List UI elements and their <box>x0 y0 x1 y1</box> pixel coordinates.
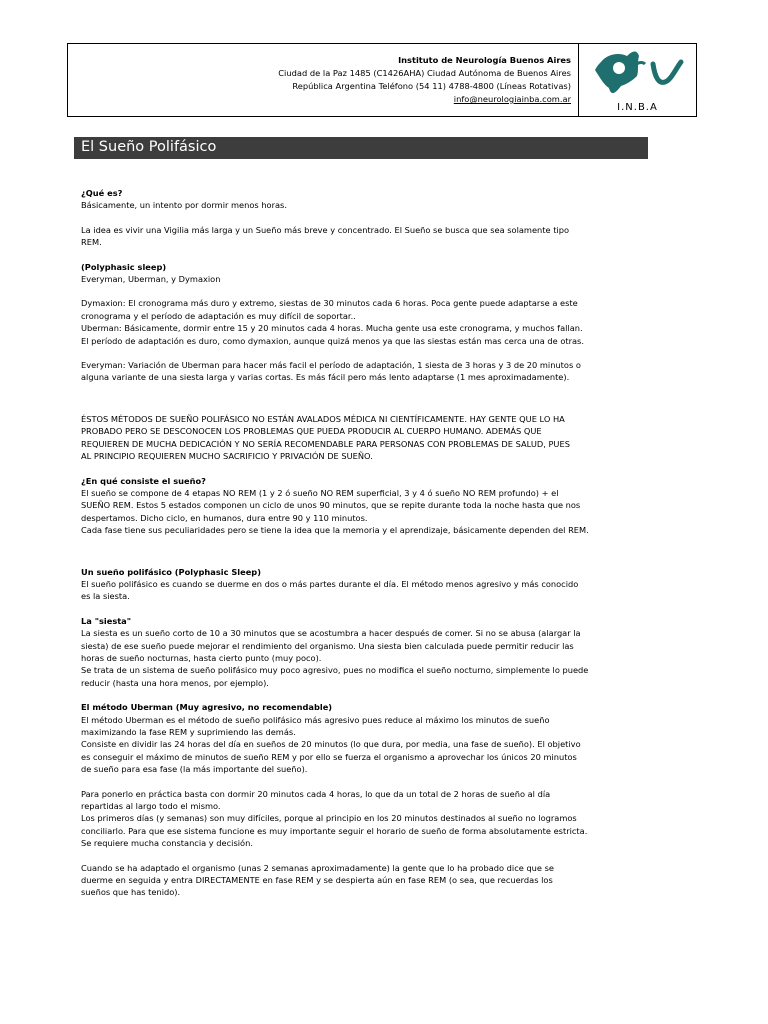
paragraph-line: El período de adaptación es duro, como dymaxion, aunque quizá menos ya que las siestas están mas cerca una de otras. <box>81 335 584 346</box>
paragraph-line: El sueño polifásico es cuando se duerme en dos o más partes durante el día. El método menos agresivo y más conocido <box>81 578 579 589</box>
paragraph-line: es la siesta. <box>81 591 130 602</box>
heading-metodo-uberman: El método Uberman (Muy agresivo, no recomendable) <box>81 702 333 713</box>
page-title: El Sueño Polifásico <box>81 139 217 155</box>
paragraph-line: El método Uberman es el método de sueño polifásico más agresivo pues reduce al máximo los minutos de sueño <box>81 714 550 725</box>
paragraph-line: Consiste en dividir las 24 horas del día en sueños de 20 minutos (lo que dura, por media, una fase de sueño). El objetivo <box>81 739 581 750</box>
document-body <box>81 187 653 899</box>
paragraph-line: Para ponerlo en práctica basta con dormir 20 minutos cada 4 horas, lo que da un total de 2 horas de sueño al día <box>81 788 551 799</box>
logo-text: I.N.B.A <box>617 102 658 113</box>
paragraph-line: maximizando la fase REM y suprimiendo las demás. <box>81 727 296 737</box>
paragraph-line: horas de sueño nocturnas, hasta cierto punto (muy poco). <box>81 652 322 663</box>
heading-polyphasic-sleep: (Polyphasic sleep) <box>81 261 167 272</box>
paragraph-line: Se trata de un sistema de sueño polifásico muy poco agresivo, pues no modifica el sueño nocturno, simplemente lo puede <box>81 665 589 676</box>
paragraph-line: Everyman: Variación de Uberman para hacer más facil el período de adaptación, 1 siesta de 3 horas y 3 de 20 minutos o <box>81 360 581 371</box>
paragraph-line: REM. <box>81 237 102 248</box>
paragraph-line: siesta) de ese sueño puede mejorar el rendimiento del organismo. Una siesta bien calculada puede permitir reducir las <box>81 640 574 651</box>
warning-line: ÉSTOS MÉTODOS DE SUEÑO POLIFÁSICO NO ESTÁN AVALADOS MÉDICA NI CIENTÍFICAMENTE. HAY GENTE QUE LO HA <box>81 413 565 424</box>
paragraph-line: Cuando se ha adaptado el organismo (unas 2 semanas aproximadamente) la gente que lo ha probado dice que se <box>81 862 554 873</box>
title-bar <box>74 137 648 159</box>
warning-line: AL PRINCIPIO REQUIEREN MUCHO SACRIFICIO Y PRIVACIÓN DE SUEÑO. <box>81 451 373 462</box>
paragraph-line: es conseguir el máximo de minutos de sueño REM y por ello se fuerza el organismo a aprovechar los únicos 20 minutos <box>81 751 577 762</box>
letterhead-text <box>278 54 571 106</box>
inba-logo-icon <box>593 48 685 98</box>
logo-cell <box>578 44 696 116</box>
paragraph-line: Básicamente, un intento por dormir menos horas. <box>81 200 287 211</box>
paragraph-line: duerme en seguida y entra DIRECTAMENTE en fase REM y se despierta aún en fase REM (o sea, que recuerdas los <box>81 875 553 886</box>
paragraph-line: despertamos. Dicho ciclo, en humanos, dura entre 90 y 110 minutos. <box>81 512 368 523</box>
email-link[interactable]: info@neurologiainba.com.ar <box>453 94 571 104</box>
paragraph-line: de sueño para esa fase (la más importante del sueño). <box>81 764 308 775</box>
paragraph-line: sueños que has tenido). <box>81 887 181 898</box>
paragraph-line: repartidas al largo todo el mismo. <box>81 801 221 812</box>
letterhead <box>67 43 697 117</box>
paragraph-line: El sueño se compone de 4 etapas NO REM (1 y 2 ó sueño NO REM superficial, 3 y 4 ó sueño NO REM profundo) + el <box>81 487 559 498</box>
heading-que-es: ¿Qué es? <box>81 188 123 198</box>
paragraph-line: Uberman: Básicamente, dormir entre 15 y 20 minutos cada 4 horas. Mucha gente usa este cronograma, y muchos fallan. <box>81 323 583 334</box>
paragraph-line: La siesta es un sueño corto de 10 a 30 minutos que se acostumbra a hacer después de comer. Si no se abusa (alargar la <box>81 628 581 639</box>
paragraph-line: cronograma y el período de adaptación es muy difícil de soportar.. <box>81 310 356 321</box>
paragraph-line: conciliarlo. Para que ese sistema funcione es muy importante seguir el horario de sueño de forma absolutamente estricta. <box>81 825 588 836</box>
paragraph-line: Dymaxion: El cronograma más duro y extremo, siestas de 30 minutos cada 6 horas. Poca gente puede adaptarse a este <box>81 298 578 309</box>
paragraph-line: Cada fase tiene sus peculiaridades pero se tiene la idea que la memoria y el aprendizaje, básicamente dependen del REM. <box>81 525 589 536</box>
phone-line: República Argentina Teléfono (54 11) 4788-4800 (Líneas Rotativas) <box>292 81 571 91</box>
paragraph-line: Se requiere mucha constancia y decisión. <box>81 838 253 849</box>
paragraph-line: SUEÑO REM. Estos 5 estados componen un ciclo de unos 90 minutos, que se repite durante toda la noche hasta que nos <box>81 500 581 511</box>
heading-un-sueno-polifasico: Un sueño polifásico (Polyphasic Sleep) <box>81 566 261 577</box>
address-line: Ciudad de la Paz 1485 (C1426AHA) Ciudad Autónoma de Buenos Aires <box>278 68 571 78</box>
heading-en-que-consiste: ¿En qué consiste el sueño? <box>81 475 206 486</box>
institution-name: Instituto de Neurología Buenos Aires <box>398 55 571 65</box>
paragraph-line: reducir (hasta una hora menos, por ejemplo). <box>81 677 269 688</box>
paragraph-line: Everyman, Uberman, y Dymaxion <box>81 274 221 285</box>
heading-la-siesta: La "siesta" <box>81 615 132 626</box>
paragraph-line: La idea es vivir una Vigilia más larga y un Sueño más breve y concentrado. El Sueño se busca que sea solamente tipo <box>81 224 570 235</box>
warning-line: PROBADO PERO SE DESCONOCEN LOS PROBLEMAS QUE PUEDA PRODUCIR AL CUERPO HUMANO. ADEMÁS QUE <box>81 426 542 437</box>
paragraph-line: alguna variante de una siesta larga y varias cortas. Es más fácil pero más lento adaptarse (1 mes aproximadamente). <box>81 372 570 383</box>
paragraph-line: Los primeros días (y semanas) son muy difíciles, porque al principio en los 20 minutos destinados al sueño no logramos <box>81 813 577 824</box>
warning-line: REQUIEREN DE MUCHA DEDICACIÓN Y NO SERÍA RECOMENDABLE PARA PERSONAS CON PROBLEMAS DE SALUD, PUES <box>81 438 570 449</box>
